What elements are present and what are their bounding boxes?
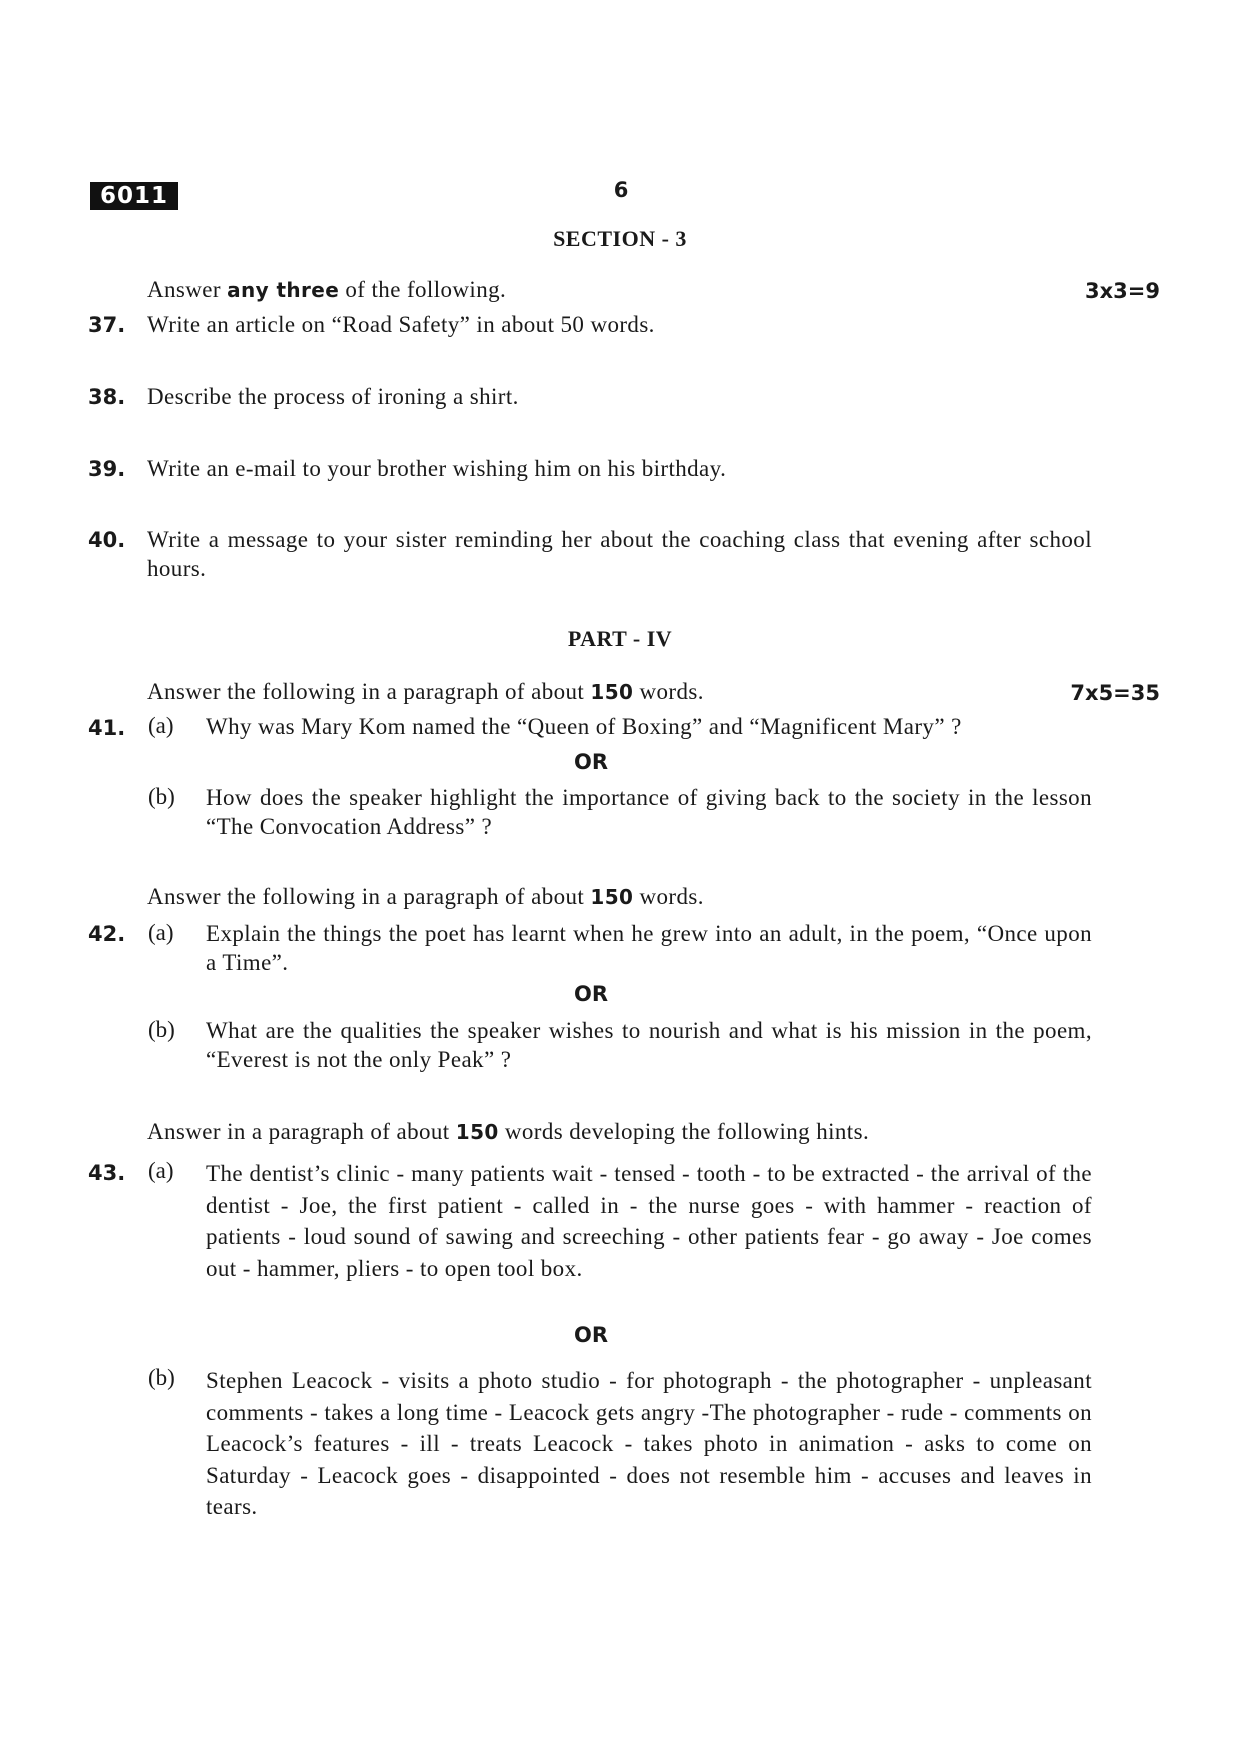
option-label: (a) bbox=[148, 920, 174, 945]
question-number: 40. bbox=[88, 528, 126, 552]
option-label: (b) bbox=[148, 784, 175, 809]
option-label: (b) bbox=[148, 1017, 175, 1042]
question-number: 43. bbox=[88, 1161, 126, 1185]
option-text: Explain the things the poet has learnt when he grew into an adult, in the poem, “Once upon a Time”. bbox=[206, 921, 1092, 975]
part-4-instruction-1 bbox=[147, 678, 704, 706]
option-text: The dentist’s clinic - many patients wait - tensed - tooth - to be extracted - the arrival of the dentist - Joe, the first patient - called in - the nurse goes - with hammer - reaction of patients - loud sound of sawing and screeching - other patients fear - go away - Joe comes out - hammer, pliers - to open tool box. bbox=[206, 1161, 1092, 1281]
page-number: 6 bbox=[613, 178, 629, 202]
option-label: (a) bbox=[148, 1158, 174, 1183]
question-number: 41. bbox=[88, 716, 126, 740]
option-text: What are the qualities the speaker wishes to nourish and what is his mission in the poem, “Everest is not the only Peak” ? bbox=[206, 1018, 1092, 1072]
instruction-text: words developing the following hints. bbox=[504, 1119, 870, 1144]
option-label: (b) bbox=[148, 1365, 175, 1390]
option-text: How does the speaker highlight the importance of giving back to the society in the lesson “The Convocation Address” ? bbox=[206, 785, 1092, 839]
section-3-instruction bbox=[147, 276, 506, 304]
option-text: Why was Mary Kom named the “Queen of Boxing” and “Magnificent Mary” ? bbox=[206, 714, 962, 739]
instruction-text: Answer bbox=[147, 277, 221, 302]
question-text: Write a message to your sister reminding her about the coaching class that evening after school hours. bbox=[147, 527, 1092, 581]
instruction-text: words. bbox=[639, 884, 704, 909]
question-text: Describe the process of ironing a shirt. bbox=[147, 384, 519, 409]
or-separator: OR bbox=[573, 982, 609, 1006]
instruction-text: words. bbox=[639, 679, 704, 704]
question-text: Write an article on “Road Safety” in about 50 words. bbox=[147, 312, 655, 337]
or-separator: OR bbox=[573, 750, 609, 774]
instruction-emphasis: 150 bbox=[455, 1120, 499, 1144]
paper-code-badge: 6011 bbox=[90, 182, 178, 210]
instruction-text: Answer the following in a paragraph of about bbox=[147, 679, 585, 704]
option-text: Stephen Leacock - visits a photo studio - for photograph - the photographer - unpleasant comments - takes a long time - Leacock gets angry -The photographer - rude - comments on Leacock’s features - ill - treats Leacock - takes photo in animation - asks to come on Saturday - Leacock goes - disappointed - does not resemble him - accuses and leaves in tears. bbox=[206, 1368, 1092, 1519]
question-number: 38. bbox=[88, 385, 126, 409]
instruction-text: of the following. bbox=[345, 277, 507, 302]
instruction-text: Answer in a paragraph of about bbox=[147, 1119, 450, 1144]
part-4-instruction-3 bbox=[147, 1118, 869, 1146]
section-3-title: SECTION - 3 bbox=[553, 226, 687, 251]
question-text: Write an e-mail to your brother wishing him on his birthday. bbox=[147, 456, 727, 481]
question-number: 37. bbox=[88, 313, 126, 337]
question-number: 42. bbox=[88, 922, 126, 946]
option-label: (a) bbox=[148, 713, 174, 738]
instruction-emphasis: 150 bbox=[590, 680, 634, 704]
instruction-text: Answer the following in a paragraph of about bbox=[147, 884, 585, 909]
question-number: 39. bbox=[88, 457, 126, 481]
or-separator: OR bbox=[573, 1323, 609, 1347]
part-4-marks: 7x5=35 bbox=[1070, 681, 1160, 705]
instruction-emphasis: 150 bbox=[590, 885, 634, 909]
section-3-marks: 3x3=9 bbox=[1085, 279, 1160, 303]
part-4-title: PART - IV bbox=[567, 626, 673, 651]
instruction-emphasis: any three bbox=[227, 278, 340, 302]
part-4-instruction-2 bbox=[147, 883, 704, 911]
